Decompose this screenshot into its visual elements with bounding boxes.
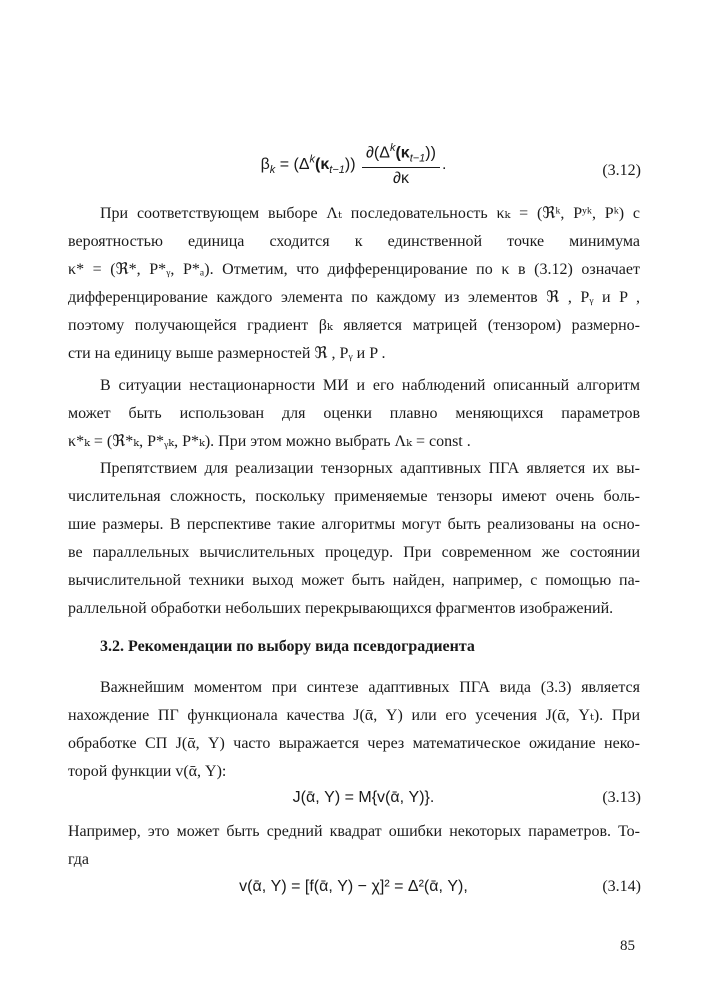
text-line: Например, это может быть средний квадрат ошибки некоторых параметров. То- — [68, 823, 640, 840]
paragraph-1 — [68, 200, 640, 368]
text-line: ве параллельных вычислительных процедур. При современном же состоянии — [68, 544, 640, 561]
text-line: вычислительной техники выход может быть найден, например, с помощью па- — [68, 572, 640, 589]
text-line: В ситуации нестационарности МИ и его наблюдений описанный алгоритм — [100, 377, 640, 394]
paragraph-4 — [68, 674, 640, 786]
paragraph-5 — [68, 818, 640, 874]
text-line: обработке СП J(ᾱ, Y) часто выражается через математическое ожидание неко- — [68, 735, 640, 752]
text-line: κ* = (ℜ*, P*ᵧ, P*ₐ). Отметим, что дифференцирование по κ в (3.12) означает — [68, 261, 640, 278]
paragraph-2 — [68, 372, 640, 456]
fraction: $\frac{\partial(\Delta^k(\kappa_{t-1}))}{\partial\kappa}$ — [362, 142, 440, 188]
text-line: При соответствующем выборе Λₜ последовательность κₖ = (ℜᵏ, Pʸᵏ, Pᵏ) с — [100, 205, 640, 222]
text-line: вероятностью единица сходится к единственной точке минимума — [68, 233, 640, 250]
beta-symbol: β — [260, 156, 270, 173]
equation-number: (3.13) — [602, 789, 641, 806]
text-line: может быть использован для оценки плавно меняющихся параметров — [68, 405, 640, 422]
text-line: поэтому получающейся градиент βₖ является матрицей (тензором) размерно- — [68, 317, 640, 334]
text-line: числительная сложность, поскольку применяемые тензоры имеют очень боль- — [68, 488, 640, 505]
text-line: Препятствием для реализации тензорных адаптивных ПГА является их вы- — [100, 460, 640, 477]
equation-3-14: v(ᾱ, Y) = [f(ᾱ, Y) − χ]² = Δ²(ᾱ, Y), — [239, 878, 468, 895]
section-heading: 3.2. Рекомендации по выбору вида псевдоградиента — [100, 638, 475, 655]
text-line: Важнейшим моментом при синтезе адаптивных ПГА вида (3.3) является — [100, 679, 640, 696]
text-line: раллельной обработки небольших перекрывающихся фрагментов изображений. — [68, 600, 614, 617]
paragraph-3 — [68, 455, 640, 623]
text-line: дифференцирование каждого элемента по каждому из элементов ℜ , Pᵧ и P , — [68, 289, 640, 306]
text-line: κ*ₖ = (ℜ*ₖ, P*ᵧₖ, P*ₖ). При этом можно выбрать Λₖ = const . — [68, 433, 471, 450]
text-line: гда — [68, 851, 90, 868]
page-number: 85 — [620, 938, 635, 954]
equation-3-13: J(ᾱ, Y) = M{v(ᾱ, Y)}. — [292, 789, 435, 806]
equation-3-12: $\beta_k = (\Delta^k(\kappa_{t-1}))$ $\frac{\partial(\Delta^k(\kappa_{t-1}))}{\partial\kappa}$ . — [260, 142, 447, 187]
text-line: торой функции v(ᾱ, Y): — [68, 763, 227, 780]
text-line: шие размеры. В перспективе такие алгоритмы могут быть реализованы на осно- — [68, 516, 640, 533]
equation-number: (3.12) — [602, 162, 641, 179]
text-line: сти на единицу выше размерностей ℜ , Pᵧ и P . — [68, 345, 386, 362]
text-line: нахождение ПГ функционала качества J(ᾱ, Y) или его усечения J(ᾱ, Yₜ). При — [68, 707, 640, 724]
equation-number: (3.14) — [602, 878, 641, 895]
